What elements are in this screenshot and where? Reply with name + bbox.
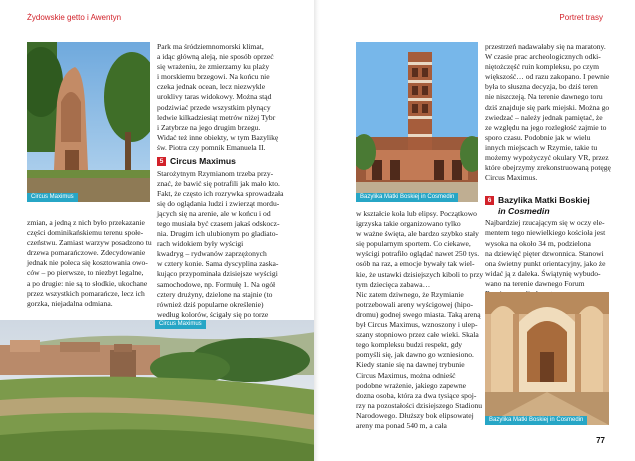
right-left-column-text bbox=[356, 209, 486, 431]
left-column-text bbox=[157, 42, 303, 320]
section-line: kująco przypominała dzisiejsze wyścigi bbox=[157, 269, 278, 279]
body-line: części dominikańskiemu terenu społe- bbox=[27, 228, 144, 238]
body-line: W czasie prac archeologicznych odki- bbox=[485, 52, 601, 62]
intro-line: ledwie kilkadziesiąt metrów niżej Tybr bbox=[157, 112, 276, 122]
intro-line: a idąc główną aleją, nie sposób oprzeć bbox=[157, 52, 274, 62]
circus-maximus-illustration bbox=[0, 320, 316, 461]
page-number: 77 bbox=[596, 436, 605, 445]
body-line: jednak nie poleca się kosztowania owo- bbox=[27, 258, 148, 268]
running-head-right: Portret trasy bbox=[559, 13, 603, 22]
body-line: dromu) godnej swego miasta. Taką areną bbox=[356, 309, 481, 319]
body-line: a po drugie: nie są to słodkie, ukochane bbox=[27, 278, 148, 288]
body-line: osób na raz, a emocje bywały tak wiel- bbox=[356, 259, 475, 269]
body-line: tym dziecięca zabawa… bbox=[356, 279, 431, 289]
section-line: wysoka na około 34 m, podzielona bbox=[485, 238, 591, 248]
bell-tower-illustration bbox=[356, 42, 478, 202]
body-line: gorzka, niejadalna odmiana. bbox=[27, 298, 113, 308]
section-heading bbox=[485, 195, 619, 216]
section-title bbox=[498, 195, 590, 216]
body-line: większość… od razu zakopano. I pewnie bbox=[485, 72, 610, 82]
body-line: potrzebowali areny wyścigowej (hipo- bbox=[356, 299, 474, 309]
body-line: możemy wypożyczyć okulary VR, przez bbox=[485, 153, 609, 163]
section-line: nia. Drugim ich ulubionym po gladiato- bbox=[157, 229, 279, 239]
photo-caption: Circus Maximus bbox=[27, 193, 78, 202]
section-line: według kolorów, ścigały się po torze bbox=[157, 309, 269, 319]
section-line: cztery drużyny, dzielone na stajnie (to bbox=[157, 289, 273, 299]
garden-ruin-illustration bbox=[27, 42, 150, 202]
left-page bbox=[0, 0, 316, 461]
body-line: wyścigi potrafiło oglądać nawet 250 tys. bbox=[356, 249, 480, 259]
section-line: Najbardziej rzucającym się w oczy ele- bbox=[485, 218, 605, 228]
body-line: niętożczęść ruin kompleksu, po czym bbox=[485, 62, 600, 72]
body-line: Circus Maximus, można odnieść bbox=[356, 370, 456, 380]
intro-line: czeka jednak ocean, lecz niezwykle bbox=[157, 82, 266, 92]
body-line: Circus Maximus. bbox=[485, 173, 538, 183]
section-line: rach widokiem były wyścigi bbox=[157, 239, 244, 249]
body-line: Nic zatem dziwnego, że Rzymianie bbox=[356, 289, 464, 299]
section-title-main: Bazylika Matki Boskiej bbox=[498, 195, 590, 206]
body-line: podobne wrażenie, jakiego zapewne bbox=[356, 380, 467, 390]
body-line: nie niszczeją. Na terenie dawnego toru bbox=[485, 92, 603, 102]
section-line: Starożytnym Rzymianom trzeba przy- bbox=[157, 168, 274, 178]
body-line: była to słuszna decyzja, bo dziś teren bbox=[485, 82, 598, 92]
section-line: samochodowe, np. Formułę 1. Na ogół bbox=[157, 279, 276, 289]
intro-line: się wrażeniu, że zmierzamy ku plaży bbox=[157, 62, 270, 72]
section-title-sub: in Cosmedin bbox=[498, 205, 550, 216]
intro-line: podziwiać przede wszystkim płynący bbox=[157, 102, 271, 112]
body-line: areny ma ponad 540 m, a cała bbox=[356, 420, 447, 430]
body-line: pomyśli się, jak dawno go wzniesiono. bbox=[356, 350, 474, 360]
section-line: wano na terenie dawnego Forum bbox=[485, 278, 585, 288]
body-line: zwiedzać – należy jednak pamiętać, że bbox=[485, 112, 603, 122]
section-line: znać, że bawić się potrafili jak mało kto. bbox=[157, 178, 280, 188]
body-line: był Circus Maximus, wznoszony i ulep- bbox=[356, 320, 478, 330]
running-head-left: Żydowskie getto i Awentyn bbox=[27, 13, 122, 22]
body-line: szany stopniowo przez całe wieki. Skala bbox=[356, 330, 479, 340]
body-line: innych miejscach w Rzymie, takie tu bbox=[485, 142, 598, 152]
section-number-badge: 5 bbox=[157, 157, 166, 166]
section-line: na dziewięć pięter dzwonnica. Stanowi bbox=[485, 248, 604, 258]
body-line: dziś znajduje się park miejski. Można go bbox=[485, 102, 610, 112]
body-line: zmian, a jedną z nich było przekazanie bbox=[27, 218, 145, 227]
intro-line: Park ma śródziemnomorski klimat, bbox=[157, 42, 264, 51]
basilica-interior-illustration bbox=[485, 292, 609, 425]
body-line: przestrzeń nadawałaby się na maratony. bbox=[485, 42, 606, 51]
body-line: przez wszystkich pomarańcze, lecz ich bbox=[27, 288, 145, 298]
body-line: kie, że ustawki dzisiejszych kiboli to przy bbox=[356, 269, 484, 279]
photo-basilica-exterior bbox=[356, 42, 478, 202]
section-line: Fakt, że często ich rozrywka sprowadzała bbox=[157, 188, 284, 198]
section-heading bbox=[157, 156, 303, 167]
intro-line: i Zatybrze na jego drugim brzegu. bbox=[157, 122, 261, 132]
section-line: kwadryg – rydwanów zaprzężonych bbox=[157, 249, 267, 259]
section-line: ona świetny punkt orientacyjny, jako że bbox=[485, 258, 606, 268]
body-line: w ważne święta, ale bardzo szybko stały bbox=[356, 229, 479, 239]
body-line: Narodowego. Dłuższy bok elipsowatej bbox=[356, 410, 474, 420]
intro-line: uroklivy taras widokowy. Można stąd bbox=[157, 92, 272, 102]
body-line: ców – po pierwsze, to niezbyt legalne, bbox=[27, 268, 144, 278]
body-line: sporo czasu. Podobnie jak w wielu bbox=[485, 132, 591, 142]
body-line: dozna osoba, która za dwa tysiące spoj- bbox=[356, 390, 477, 400]
body-line: drzewa pomarańczowe. Zdecydowanie bbox=[27, 248, 146, 258]
right-right-column-text bbox=[485, 42, 619, 299]
photo-caption: Circus Maximus bbox=[155, 320, 206, 329]
photo-circus-maximus bbox=[0, 320, 316, 461]
photo-caption: Bazylika Matki Boskiej in Cosmedin bbox=[356, 193, 458, 202]
section-number-badge: 6 bbox=[485, 196, 494, 205]
photo-basilica-interior bbox=[485, 292, 609, 425]
section-line: widać ją z daleka. Świątynię wybudo- bbox=[485, 268, 601, 278]
photo-garden-ruin bbox=[27, 42, 150, 202]
intro-line: św. Piotra czy pomnik Emanuela II. bbox=[157, 142, 266, 152]
body-line: które obejrzymy zrekonstruowaną potęgę bbox=[485, 163, 611, 173]
section-line: się do oglądania ludzi i zwierząt mordu- bbox=[157, 198, 280, 208]
intro-line: Widać też inne obiekty, w tym Bazylikę bbox=[157, 132, 279, 142]
right-page bbox=[318, 0, 635, 461]
section-line: tego musiała być czasem jakaś odskocz- bbox=[157, 219, 280, 228]
section-line: również dziś popularne określenie) bbox=[157, 299, 264, 309]
section-line: mentem tego niewielkiego kościoła jest bbox=[485, 228, 606, 238]
body-line: rzy na pozostałości dzisiejszego Stadionu bbox=[356, 400, 483, 410]
section-line: jących się na arenie, ale w końcu i od bbox=[157, 208, 271, 218]
body-line: ze względu na jego rozległość zajmie to bbox=[485, 122, 607, 132]
photo-caption: Bazylika Matki Boskiej in Cosmedin bbox=[485, 416, 587, 425]
body-line: w kształcie koła lub elipsy. Początkowo bbox=[356, 209, 477, 218]
section-title: Circus Maximus bbox=[170, 156, 236, 167]
body-line: się popularnym sportem. Co ciekawe, bbox=[356, 239, 471, 249]
left-bottom-text bbox=[27, 218, 155, 309]
intro-line: i morskiemu brzegowi. Na końcu nie bbox=[157, 72, 270, 82]
section-line: w cztery konie. Sama dyscyplina zaska- bbox=[157, 259, 279, 269]
body-line: czeństwu. Zamiast warzyw posadzono tu bbox=[27, 238, 152, 248]
body-line: tego kompleksu budzi respekt, gdy bbox=[356, 340, 463, 350]
body-line: igrzyska takie organizowano tylko bbox=[356, 219, 461, 229]
body-line: Kiedy stanie się na dawnej trybunie bbox=[356, 360, 465, 370]
